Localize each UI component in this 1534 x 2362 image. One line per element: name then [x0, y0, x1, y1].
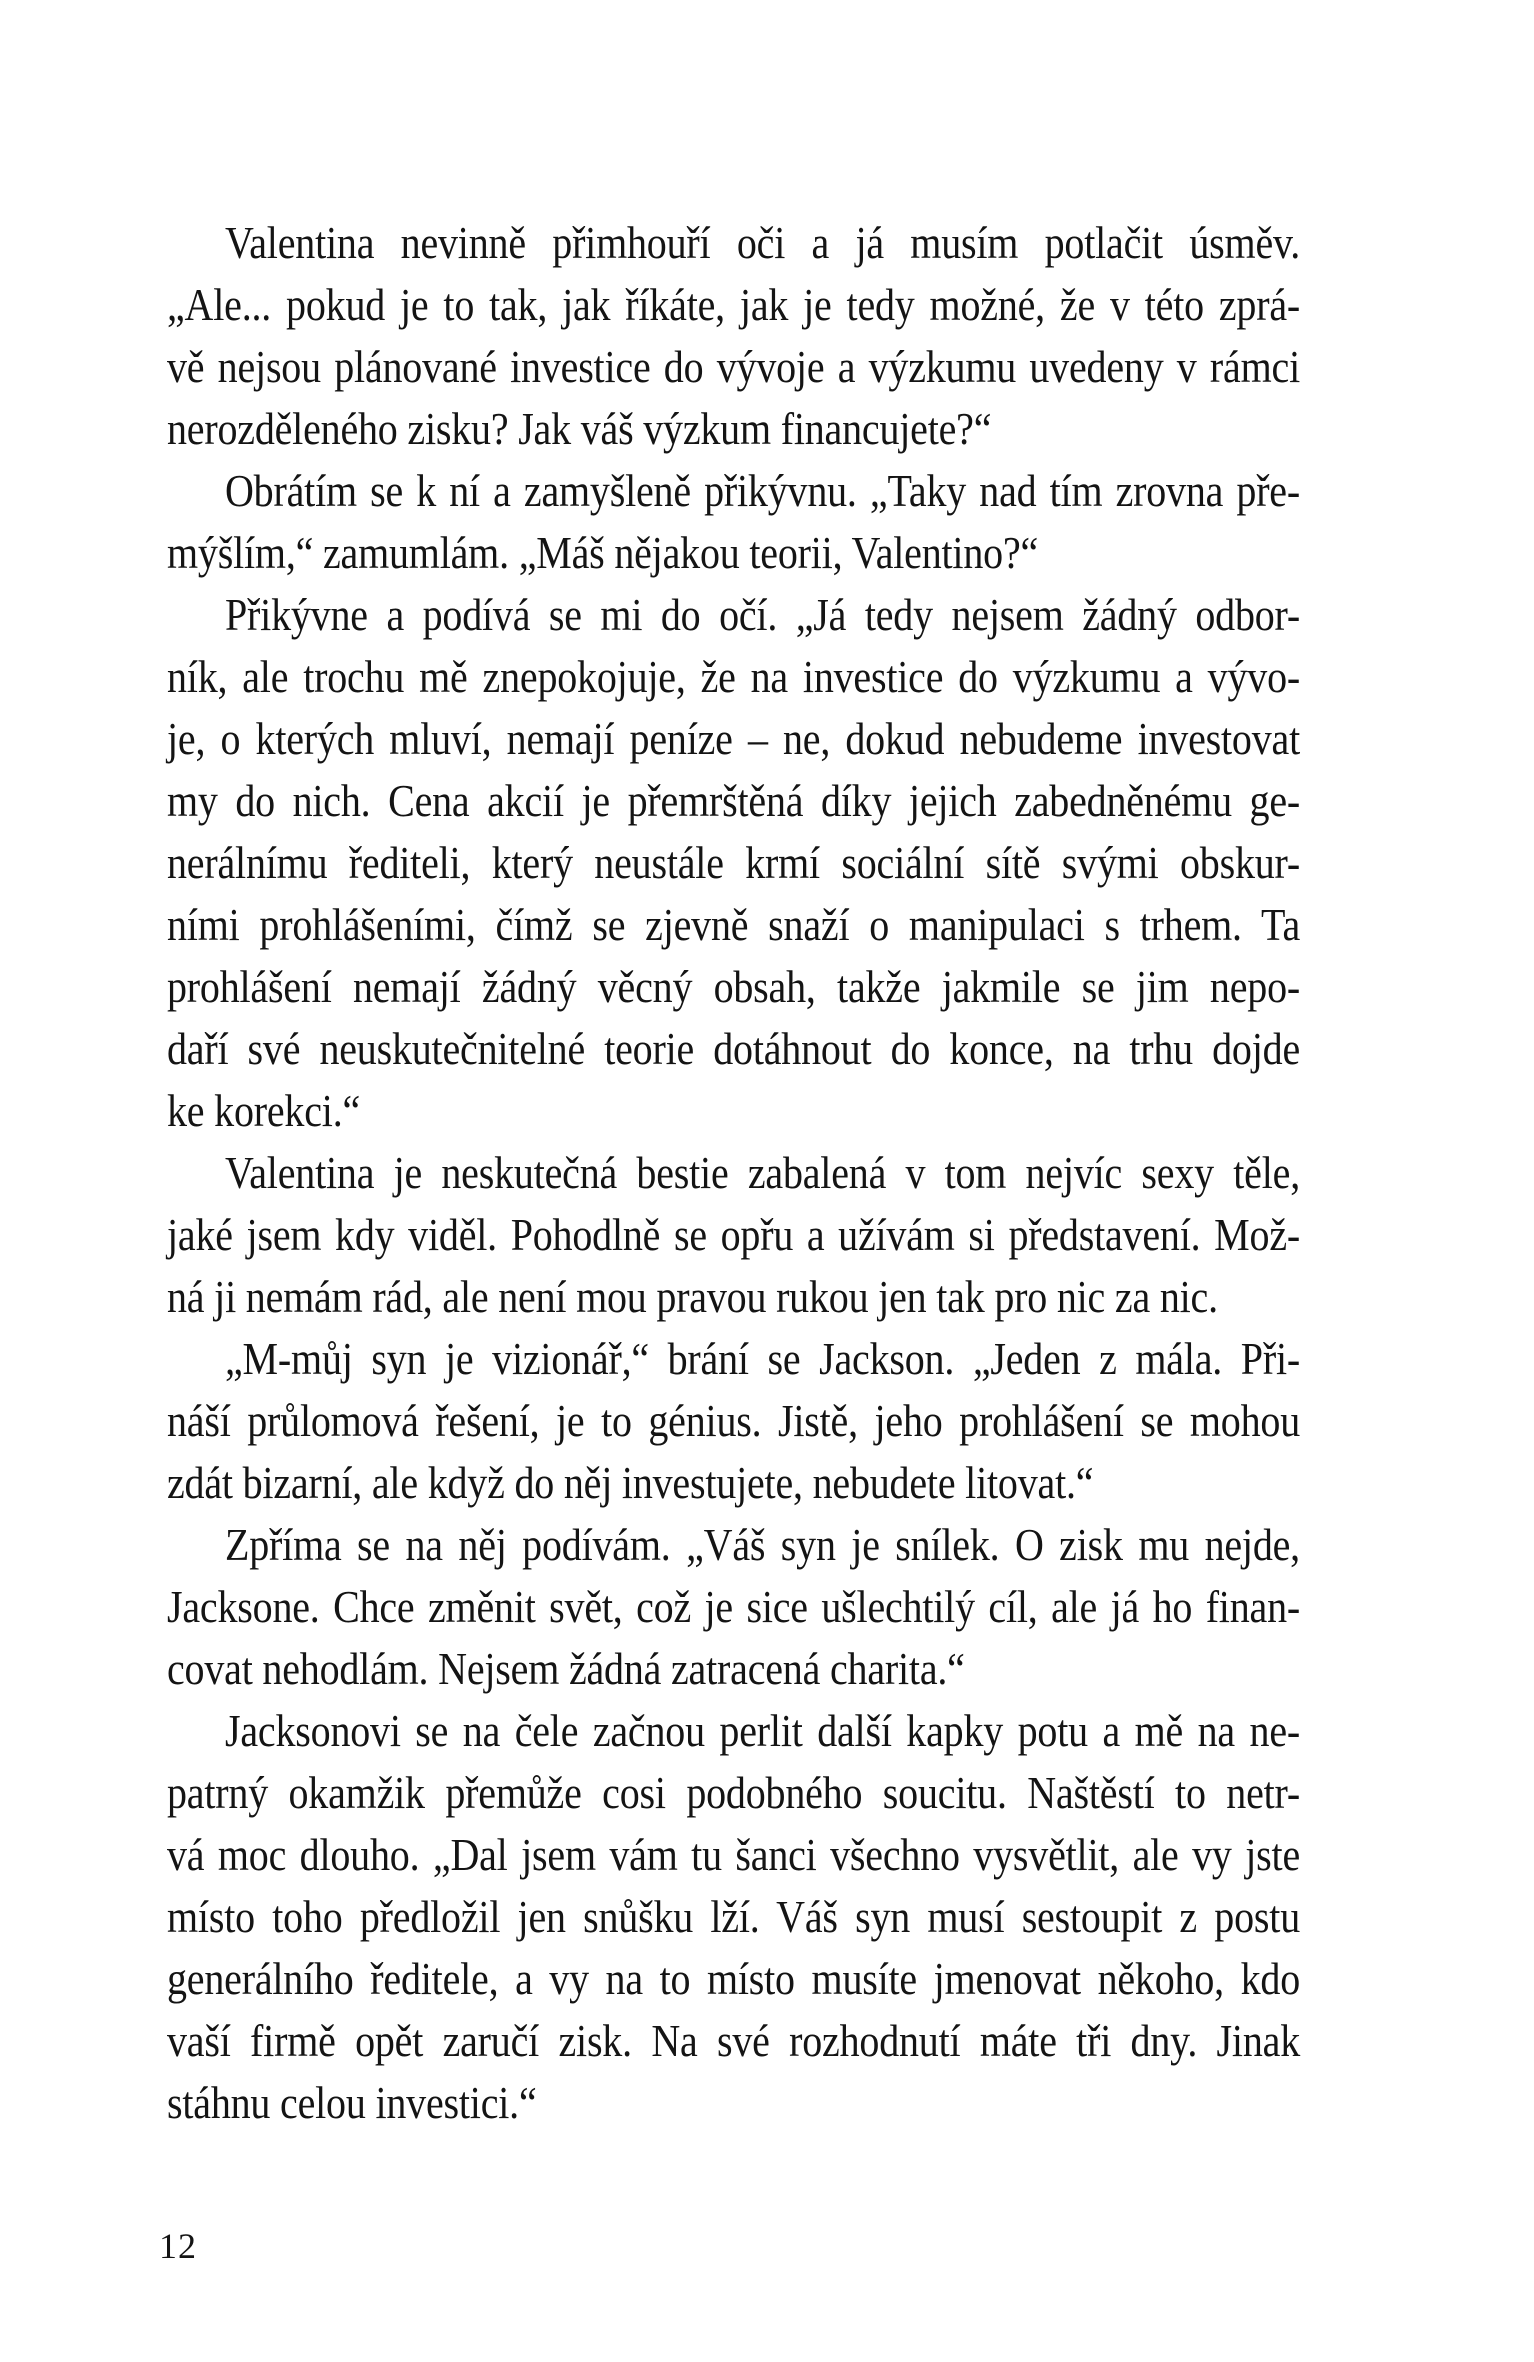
- text-line: covat nehodlám. Nejsem žádná zatracená charita.“: [167, 1642, 965, 1695]
- text-line: místo toho předložil jen snůšku lží. Váš syn musí sestoupit z postu: [167, 1890, 1300, 1943]
- text-line: stáhnu celou investici.“: [167, 2076, 537, 2129]
- text-line: „Ale... pokud je to tak, jak říkáte, jak je tedy možné, že v této zprá-: [167, 278, 1300, 331]
- paragraph: [167, 1142, 1300, 1328]
- text-line: mýšlím,“ zamumlám. „Máš nějakou teorii, Valentino?“: [167, 526, 1039, 579]
- text-line: Jacksone. Chce změnit svět, což je sice ušlechtilý cíl, ale já ho finan-: [167, 1580, 1300, 1633]
- text-line: patrný okamžik přemůže cosi podobného soucitu. Naštěstí to netr-: [167, 1766, 1300, 1819]
- text-line: my do nich. Cena akcií je přemrštěná díky jejich zabedněnému ge-: [167, 774, 1300, 827]
- text-line: Jacksonovi se na čele začnou perlit další kapky potu a mě na ne-: [225, 1704, 1300, 1757]
- text-line: nerozděleného zisku? Jak váš výzkum financujete?“: [167, 402, 992, 455]
- text-line: ník, ale trochu mě znepokojuje, že na investice do výzkumu a vývo-: [167, 650, 1300, 703]
- paragraph: [167, 1328, 1300, 1514]
- text-line: ná ji nemám rád, ale není mou pravou rukou jen tak pro nic za nic.: [167, 1270, 1218, 1323]
- page-number: 12: [159, 2226, 197, 2266]
- text-line: zdát bizarní, ale když do něj investujete, nebudete litovat.“: [167, 1456, 1094, 1509]
- text-line: vaší firmě opět zaručí zisk. Na své rozhodnutí máte tři dny. Jinak: [167, 2014, 1300, 2067]
- text-line: Zpříma se na něj podívám. „Váš syn je snílek. O zisk mu nejde,: [225, 1518, 1300, 1571]
- text-line: daří své neuskutečnitelné teorie dotáhnout do konce, na trhu dojde: [167, 1022, 1300, 1075]
- text-line: náší průlomová řešení, je to génius. Jistě, jeho prohlášení se mohou: [167, 1394, 1300, 1447]
- paragraph: [167, 584, 1300, 1142]
- text-line: vě nejsou plánované investice do vývoje a výzkumu uvedeny v rámci: [167, 340, 1300, 393]
- text-line: ními prohlášeními, čímž se zjevně snaží o manipulaci s trhem. Ta: [167, 898, 1300, 951]
- text-line: Přikývne a podívá se mi do očí. „Já tedy nejsem žádný odbor-: [225, 588, 1300, 641]
- text-line: Valentina je neskutečná bestie zabalená v tom nejvíc sexy těle,: [225, 1146, 1300, 1199]
- text-line: je, o kterých mluví, nemají peníze – ne, dokud nebudeme investovat: [167, 712, 1300, 765]
- paragraph: [167, 212, 1300, 460]
- text-line: ke korekci.“: [167, 1084, 361, 1137]
- text-line: „M-můj syn je vizionář,“ brání se Jackson. „Jeden z mála. Při-: [225, 1332, 1300, 1385]
- text-line: vá moc dlouho. „Dal jsem vám tu šanci všechno vysvětlit, ale vy jste: [167, 1828, 1300, 1881]
- text-line: prohlášení nemají žádný věcný obsah, takže jakmile se jim nepo-: [167, 960, 1300, 1013]
- paragraph: [167, 1700, 1300, 2134]
- text-line: Valentina nevinně přimhouří oči a já musím potlačit úsměv.: [225, 216, 1300, 269]
- text-line: nerálnímu řediteli, který neustále krmí sociální sítě svými obskur-: [167, 836, 1300, 889]
- text-line: Obrátím se k ní a zamyšleně přikývnu. „Taky nad tím zrovna pře-: [225, 464, 1300, 517]
- text-line: jaké jsem kdy viděl. Pohodlně se opřu a užívám si představení. Mož-: [167, 1208, 1300, 1261]
- text-line: generálního ředitele, a vy na to místo musíte jmenovat někoho, kdo: [167, 1952, 1300, 2005]
- page-text-block: [167, 212, 1300, 2134]
- paragraph: [167, 460, 1300, 584]
- paragraph: [167, 1514, 1300, 1700]
